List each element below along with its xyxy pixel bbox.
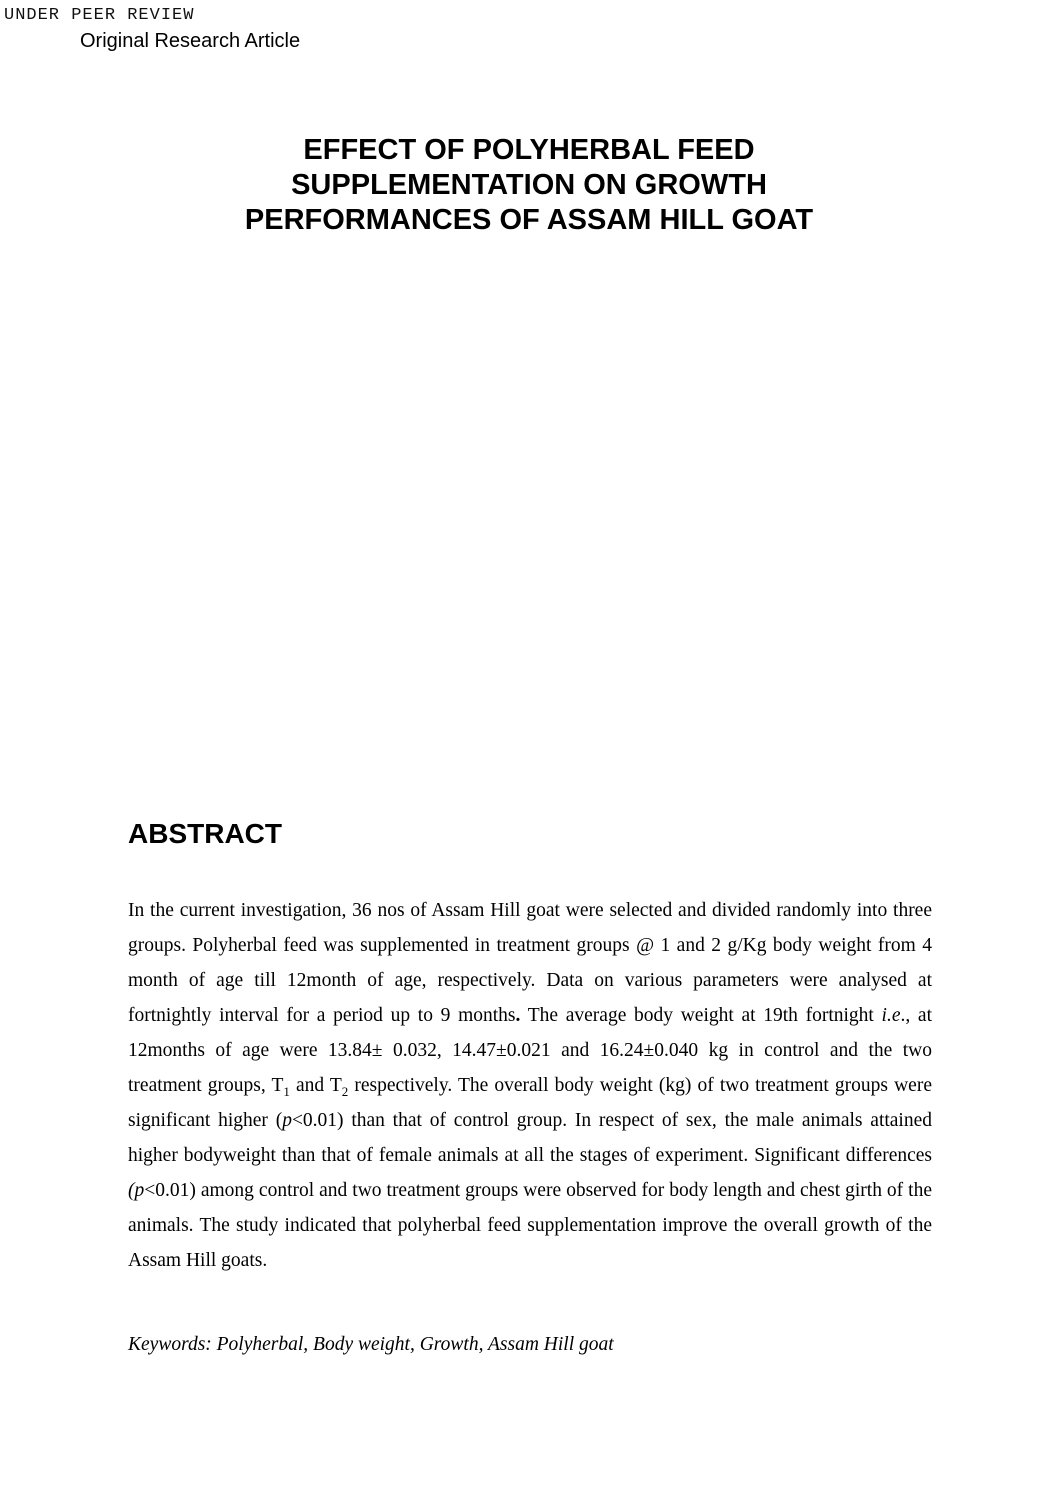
keywords-line: Keywords: Polyherbal, Body weight, Growth, Assam Hill goat — [128, 1334, 614, 1355]
abstract-heading: ABSTRACT — [128, 818, 282, 849]
article-type-label: Original Research Article — [80, 30, 301, 52]
paper-title-line-2: SUPPLEMENTATION ON GROWTH — [291, 169, 767, 201]
paper-title — [0, 133, 1058, 238]
paper-title-line-1: EFFECT OF POLYHERBAL FEED — [303, 134, 755, 166]
paper-title-line-3: PERFORMANCES OF ASSAM HILL GOAT — [244, 204, 814, 236]
abstract-paragraph: In the current investigation, 36 nos of Assam Hill goat were selected and divided randomly into three groups. Polyherbal feed was supplemented in treatment groups @ 1 and 2 g/Kg body weight from 4 month of age till 12month of age, respectively. Data on various parameters were analysed at fortnightly interval for a period up to 9 months. The average body weight at 19th fortnight i.e., at 12months of age were 13.84± 0.032, 14.47±0.021 and 16.24±0.040 kg in control and the two treatment groups, $T_1$ and $T_2$ respectively. The overall body weight (kg) of two treatment groups were significant higher (p<0.01) than that of control group. In respect of sex, the male animals attained higher bodyweight than that of female animals at all the stages of experiment. Significant differences (p<0.01) among control and two treatment groups were observed for body length and chest girth of the animals. The study indicated that polyherbal feed supplementation improve the overall growth of the Assam Hill goats. — [128, 900, 933, 1271]
peer-review-watermark: UNDER PEER REVIEW — [4, 6, 195, 25]
